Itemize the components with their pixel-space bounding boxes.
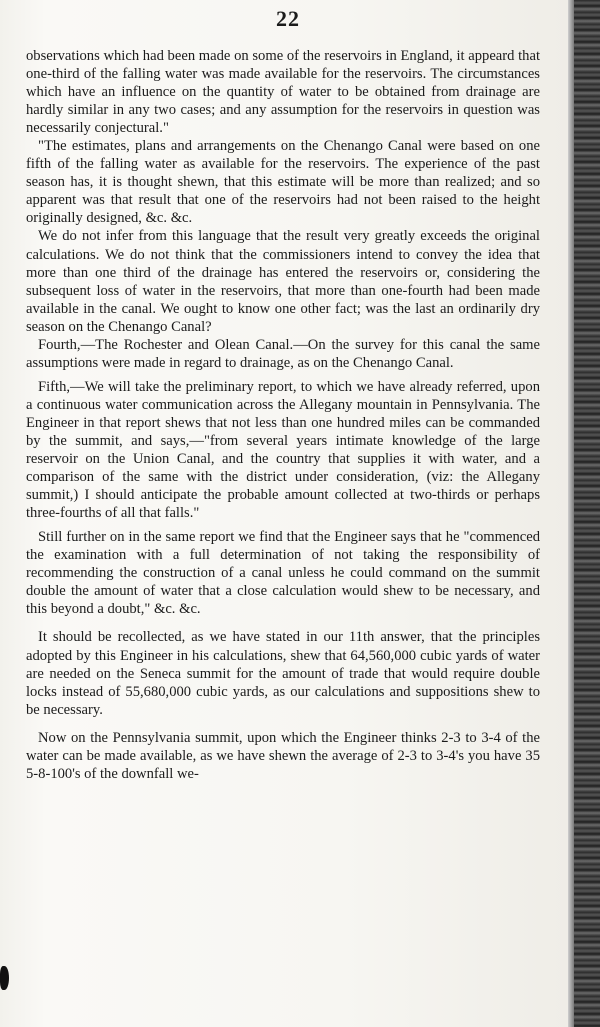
book-binding-edge [568,0,600,1027]
paragraph-1: observations which had been made on some of the reservoirs in England, it appeard that one-third of the falling water was made available for the reservoirs. The circumstances which have an influence on the quantity of water to be obtained from drainage are hardly similar in any two cases; and any assumption for the reservoirs in question was necessarily conjectural." [26,48,540,137]
body-text [26,47,540,783]
paragraph-6: Still further on in the same report we find that the Engineer says that he "commenced the examination with a full determination of not taking the responsibility of recommending the construction of a canal unless he could command on the summit double the amount of water that a close calculation would shew to be necessary, and this beyond a doubt," &c. &c. [26,529,540,618]
paragraph-8: Now on the Pennsylvania summit, upon which the Engineer thinks 2-3 to 3-4 of the water can be made available, as we have shewn the average of 2-3 to 3-4's you have 35 5-8-100's of the downfall we- [26,729,540,782]
page-number: 22 [276,6,300,31]
paragraph-4: Fourth,—The Rochester and Olean Canal.—On the survey for this canal the same assumptions were made in regard to drainage, as on the Chenango Canal. [26,336,540,371]
paragraph-7: It should be recollected, as we have stated in our 11th answer, that the principles adopted by this Engineer in his calculations, shew that 64,560,000 cubic yards of water are needed on the Seneca summit for the amount of trade that would require double locks instead of 55,680,000 cubic yards, as our calculations and suppositions shew to be necessary. [26,629,540,718]
paragraph-5: Fifth,—We will take the preliminary report, to which we have already referred, upon a continuous water communication across the Allegany mountain in Pennsylvania. The Engineer in that report shews that not less than one hundred miles can be commanded by the summit, and says,—"from several years intimate knowledge of the large reservoir on the Union Canal, and the country that supplies it with water, and a comparison of the same with the district under consideration, (viz: the Allegany summit,) I should anticipate the probable amount collected at two-thirds or perhaps three-fourths of all that falls." [26,378,540,522]
paragraph-3: We do not infer from this language that the result very greatly exceeds the original calculations. We do not think that the commissioners intend to convey the idea that more than one third of the drainage has entered the reservoirs or, considering the subsequent loss of water in the reservoirs, that more than one-fourth had been made available in the canal. We ought to know one other fact; was the last an ordinarily dry season on the Chenango Canal? [26,228,540,335]
paragraph-2: "The estimates, plans and arrangements on the Chenango Canal were based on one fifth of the falling water as available for the reservoirs. The experience of the past season has, it is thought shewn, that this estimate will be more than realized; and so apparent was that result that one of the reservoirs had not been raised to the height originally designed, &c. &c. [26,138,540,227]
ink-blot [0,966,9,990]
